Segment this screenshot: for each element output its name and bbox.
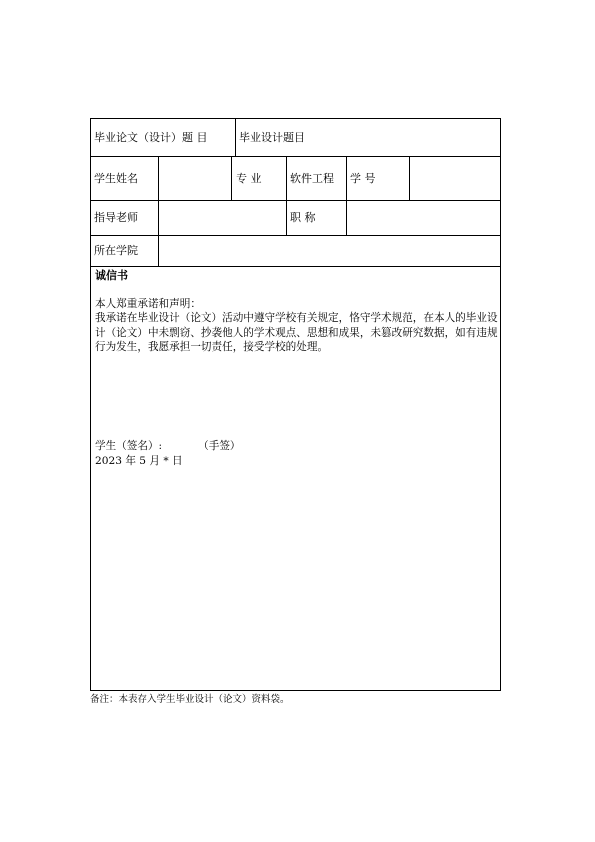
signature-note: （手签）: [198, 440, 241, 452]
student-name-label: 学生姓名: [94, 172, 138, 185]
col-divider: [158, 200, 159, 235]
col-divider: [231, 156, 232, 200]
row-divider: [91, 200, 500, 201]
thesis-title-value: 毕业设计题目: [239, 131, 305, 144]
blank-line: [95, 283, 499, 297]
col-divider: [286, 156, 287, 200]
declaration-intro: 本人郑重承诺和声明：: [95, 298, 201, 311]
row-divider: [91, 156, 500, 157]
col-divider: [158, 156, 159, 200]
row-divider: [91, 266, 500, 267]
advisor-label: 指导老师: [94, 211, 138, 224]
col-divider: [409, 156, 410, 200]
footnote: 备注：本表存入学生毕业设计（论文）资料袋。: [90, 694, 290, 705]
integrity-form-table: [90, 118, 501, 691]
declaration-heading: 诚信书: [95, 269, 128, 282]
col-divider: [286, 200, 287, 235]
academic-title-label: 职 称: [290, 211, 316, 224]
col-divider: [346, 156, 347, 200]
thesis-title-label: 毕业论文（设计）题 目: [94, 131, 208, 144]
signature-block: [95, 439, 241, 468]
major-value: 软件工程: [290, 172, 334, 185]
major-label: 专 业: [236, 172, 262, 185]
declaration-body: 我承诺在毕业设计（论文）活动中遵守学校有关规定，恪守学术规范，在本人的毕业设计（论文）中未剽窃、抄袭他人的学术观点、思想和成果，未篡改研究数据，如有违规行为发生，我愿承担一切责任，接受学校的处理。: [95, 312, 498, 353]
college-label: 所在学院: [94, 244, 138, 257]
integrity-declaration: [95, 269, 499, 354]
row-divider: [91, 235, 500, 236]
col-divider: [158, 235, 159, 266]
col-divider: [346, 200, 347, 235]
signature-date: 2023 年 5 月 * 日: [95, 454, 183, 467]
student-id-label: 学 号: [350, 172, 376, 185]
signature-label: 学生（签名）:: [95, 440, 163, 452]
col-divider: [235, 119, 236, 156]
